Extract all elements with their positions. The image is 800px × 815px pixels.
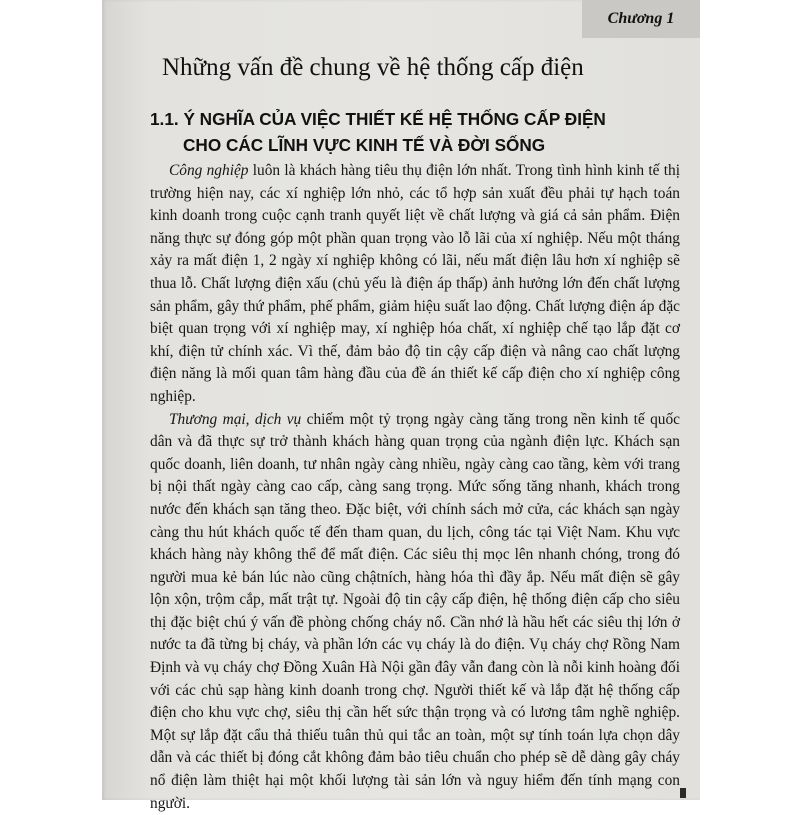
- chapter-label: Chương 1: [607, 10, 675, 27]
- page-edge-mark: [680, 788, 686, 798]
- paragraph-text: chiếm một tỷ trọng ngày càng tăng trong nền kinh tế quốc dân và đã thực sự trở thành khách hàng quan trọng của ngành điện lực. Khách sạn quốc doanh, liên doanh, tư nhân ngày càng nhiều, ngày càng cao tầng, kèm với trang bị nội thất ngày càng cao cấp, càng sang trọng. Mức sống tăng nhanh, khách trong nước đến khách sạn tăng theo. Đặc biệt, với chính sách mở cửa, các khách sạn ngày càng thu hút khách quốc tế đến tham quan, du lịch, công tác tại Việt Nam. Khu vực khách hàng này không thể để mất điện. Các siêu thị mọc lên nhanh chóng, trong đó người mua kẻ bán lúc nào cũng chậtních, hàng hóa thì đầy ắp. Nếu mất điện sẽ gây lộn xộn, trộm cắp, mất trật tự. Ngoài độ tin cậy cấp điện, hệ thống điện cấp cho siêu thị đặc biệt chú ý vấn đề phòng chống cháy nổ. Cần nhớ là hầu hết các siêu thị lớn ở nước ta đã từng bị cháy, và phần lớn các vụ cháy là do điện. Vụ cháy chợ Rồng Nam Định và vụ cháy chợ Đồng Xuân Hà Nội gần đây vẫn đang còn là nỗi kinh hoàng đối với các chủ sạp hàng kinh doanh trong chợ. Người thiết kế và lắp đặt hệ thống cấp điện cho khu vực chợ, siêu thị cần hết sức thận trọng và có lương tâm nghề nghiệp. Một sự lắp đặt cẩu thả thiếu tuân thủ qui tắc an toàn, một sự tính toán lựa chọn dây dẫn và các thiết bị đóng cắt không đảm bảo tiêu chuẩn cho phép sẽ dễ dàng gây cháy nổ điện làm thiệt hại một khối lượng tài sản lớn và nguy hiểm đến tính mạng con người.: [150, 410, 680, 812]
- paragraph-text: luôn là khách hàng tiêu thụ điện lớn nhất. Trong tình hình kinh tế thị trường hiện nay, các xí nghiệp lớn nhỏ, các tổ hợp sản xuất đều phải tự hạch toán kinh doanh trong cuộc cạnh tranh quyết liệt về chất lượng và giá cả sản phẩm. Điện năng thực sự đóng góp một phần quan trọng vào lỗ lãi của xí nghiệp. Nếu một tháng xảy ra mất điện 1, 2 ngày xí nghiệp không có lãi, nếu mất điện lâu hơn xí nghiệp sẽ thua lỗ. Chất lượng điện xấu (chủ yếu là điện áp thấp) ảnh hưởng lớn đến chất lượng sản phẩm, gây thứ phẩm, phế phẩm, giảm hiệu suất lao động. Chất lượng điện áp đặc biệt quan trọng với xí nghiệp may, xí nghiệp hóa chất, xí nghiệp chế tạo lắp đặt cơ khí, điện tử chính xác. Vì thế, đảm bảo độ tin cậy cấp điện và nâng cao chất lượng điện năng là mối quan tâm hàng đầu của đề án thiết kế cấp điện cho xí nghiệp công nghiệp.: [150, 162, 680, 405]
- paragraph-lead: Thương mại, dịch vụ: [169, 410, 302, 428]
- chapter-title: Những vấn đề chung về hệ thống cấp điện: [162, 54, 584, 81]
- paragraph-commerce: [150, 409, 680, 815]
- chapter-tab: [582, 0, 700, 38]
- paragraph-industry: [150, 160, 680, 409]
- body-text: [150, 160, 680, 815]
- section-heading-line-1: 1.1. Ý NGHĨA CỦA VIỆC THIẾT KẾ HỆ THỐNG CẤP ĐIỆN: [150, 109, 606, 129]
- section-heading-line-2: CHO CÁC LĨNH VỰC KINH TẾ VÀ ĐỜI SỐNG: [183, 135, 546, 155]
- book-page: [102, 0, 700, 812]
- section-heading: [150, 106, 690, 158]
- paragraph-lead: Công nghiệp: [169, 162, 249, 179]
